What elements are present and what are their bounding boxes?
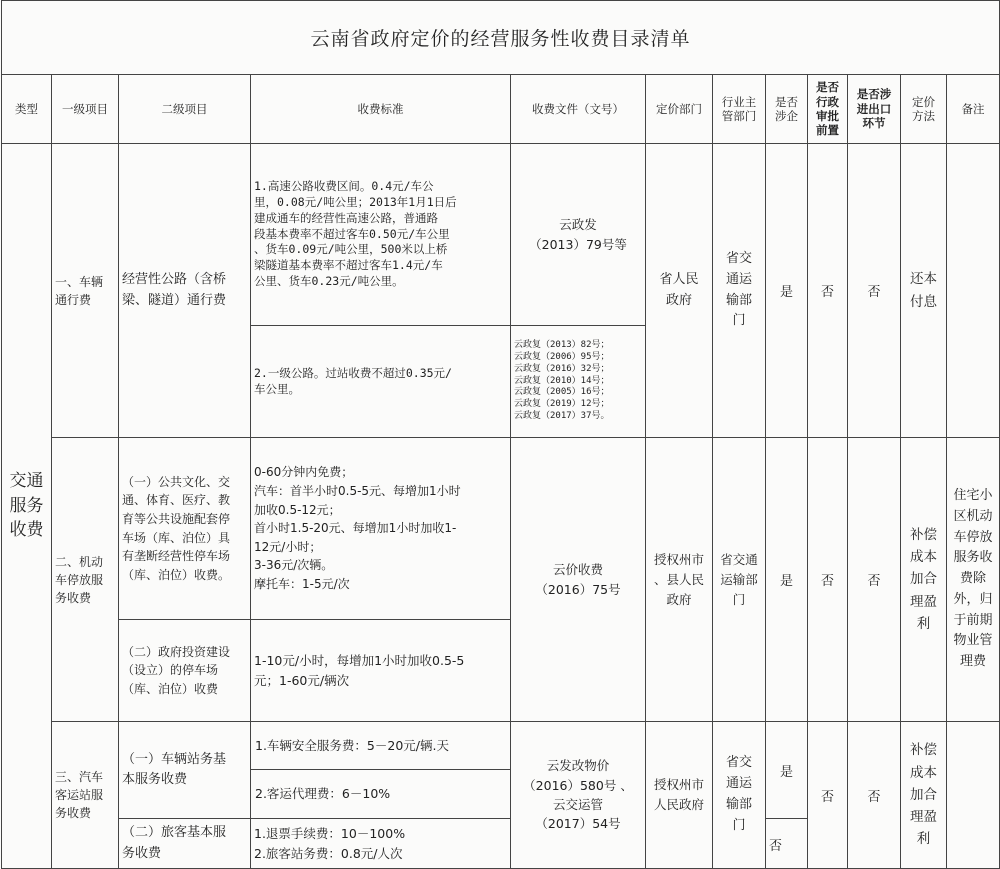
table-row <box>2 144 1000 326</box>
header-remarks: 备注 <box>947 75 1000 144</box>
toll-pricing-method: 还本 付息 <box>901 144 947 438</box>
parking-import-export: 否 <box>848 438 901 722</box>
bus-standard-1a: 1.车辆安全服务费：5－20元/辆.天 <box>251 722 510 770</box>
toll-document-1: 云政发 （2013）79号等 <box>511 144 646 326</box>
header-level2: 二级项目 <box>119 75 251 144</box>
header-document: 收费文件（文号） <box>511 75 646 144</box>
toll-involves-enterprise: 是 <box>766 144 808 438</box>
toll-standard-2: 2.一级公路。过站收费不超过0.35元/ 车公里。 <box>251 326 511 438</box>
bus-standard-1b: 2.客运代理费：6－10% <box>255 786 391 801</box>
parking-document: 云价收费 （2016）75号 <box>511 438 646 722</box>
bus-standard-1 <box>251 722 511 819</box>
parking-standard-1: 0-60分钟内免费； 汽车：首半小时0.5-5元、每增加1小时 加收0.5-12元； 首小时1.5-20元、每增加1小时加收1- 12元/小时； 3-36元/次辆。 摩托车：1-5元/次 <box>251 438 511 620</box>
bus-pricing-method: 补偿 成本 加合 理盈 利 <box>901 722 947 869</box>
toll-level1: 一、车辆 通行费 <box>52 144 119 438</box>
header-pricing-dept: 定价部门 <box>646 75 713 144</box>
page-title: 云南省政府定价的经营服务性收费目录清单 <box>2 1 1000 75</box>
parking-level2-2: （二）政府投资建设 （设立）的停车场 （库、泊位）收费 <box>119 620 251 722</box>
toll-import-export: 否 <box>848 144 901 438</box>
table-row <box>2 438 1000 620</box>
bus-remarks <box>947 722 1000 869</box>
bus-admin-approval: 否 <box>808 722 848 869</box>
header-industry-dept: 行业主 管部门 <box>713 75 766 144</box>
parking-level1: 二、机动 车停放服 务收费 <box>52 438 119 722</box>
header-level1: 一级项目 <box>52 75 119 144</box>
header-type: 类型 <box>2 75 52 144</box>
parking-pricing-dept: 授权州市 、县人民 政府 <box>646 438 713 722</box>
header-import-export: 是否涉 进出口 环节 <box>848 75 901 144</box>
parking-level2-1: （一）公共文化、交 通、体育、医疗、教 育等公共设施配套停 车场（库、泊位）具 有垄断经营性停车场 （库、泊位）收费。 <box>119 438 251 620</box>
parking-standard-2: 1-10元/小时，每增加1小时加收0.5-5 元；1-60元/辆次 <box>251 620 511 722</box>
bus-pricing-dept: 授权州市 人民政府 <box>646 722 713 869</box>
table-header-row <box>2 75 1000 144</box>
parking-industry-dept: 省交通 运输部 门 <box>713 438 766 722</box>
table-row <box>2 722 1000 819</box>
header-admin-approval: 是否 行政 审批 前置 <box>808 75 848 144</box>
toll-level2: 经营性公路（含桥 梁、隧道）通行费 <box>119 144 251 438</box>
category-cell: 交通 服务 收费 <box>2 144 52 869</box>
bus-standard-2: 1.退票手续费：10－100% 2.旅客站务费：0.8元/人次 <box>251 819 511 869</box>
bus-level2-2: （二）旅客基本服 务收费 <box>119 819 251 869</box>
header-involves-enterprise: 是否 涉企 <box>766 75 808 144</box>
bus-level1: 三、汽车 客运站服 务收费 <box>52 722 119 869</box>
toll-document-2: 云政复（2013）82号； 云政复（2006）95号； 云政复（2016）32号； 云政复（2010）14号； 云政复（2005）16号； 云政复（2019）12号； 云政复（2017）37号。 <box>511 326 646 438</box>
parking-remarks: 住宅小 区机动 车停放 服务收 费除 外，归 于前期 物业管 理费 <box>947 438 1000 722</box>
parking-pricing-method: 补偿 成本 加合 理盈 利 <box>901 438 947 722</box>
toll-standard-1: 1.高速公路收费区间。0.4元/车公 里，0.08元/吨公里；2013年1月1日后 建成通车的经营性高速公路，普通路 段基本费率不超过客车0.50元/车公里 、货车0.09元/吨公里，500米以上桥 梁隧道基本费率不超过客车1.4元/车 公里、货车0.23元/吨公里。 <box>251 144 511 326</box>
bus-document: 云发改物价 （2016）580号 、 云交运管 （2017）54号 <box>511 722 646 869</box>
bus-involves-enterprise-2: 否 <box>766 819 808 869</box>
toll-pricing-dept: 省人民 政府 <box>646 144 713 438</box>
bus-industry-dept: 省交 通运 输部 门 <box>713 722 766 869</box>
parking-involves-enterprise: 是 <box>766 438 808 722</box>
toll-admin-approval: 否 <box>808 144 848 438</box>
header-pricing-method: 定价 方法 <box>901 75 947 144</box>
header-standard: 收费标准 <box>251 75 511 144</box>
bus-level2-1: （一）车辆站务基 本服务收费 <box>119 722 251 819</box>
parking-admin-approval: 否 <box>808 438 848 722</box>
toll-industry-dept: 省交 通运 输部 门 <box>713 144 766 438</box>
toll-remarks <box>947 144 1000 438</box>
fee-catalog-table <box>1 0 1000 869</box>
bus-import-export: 否 <box>848 722 901 869</box>
bus-involves-enterprise-1: 是 <box>766 722 808 819</box>
